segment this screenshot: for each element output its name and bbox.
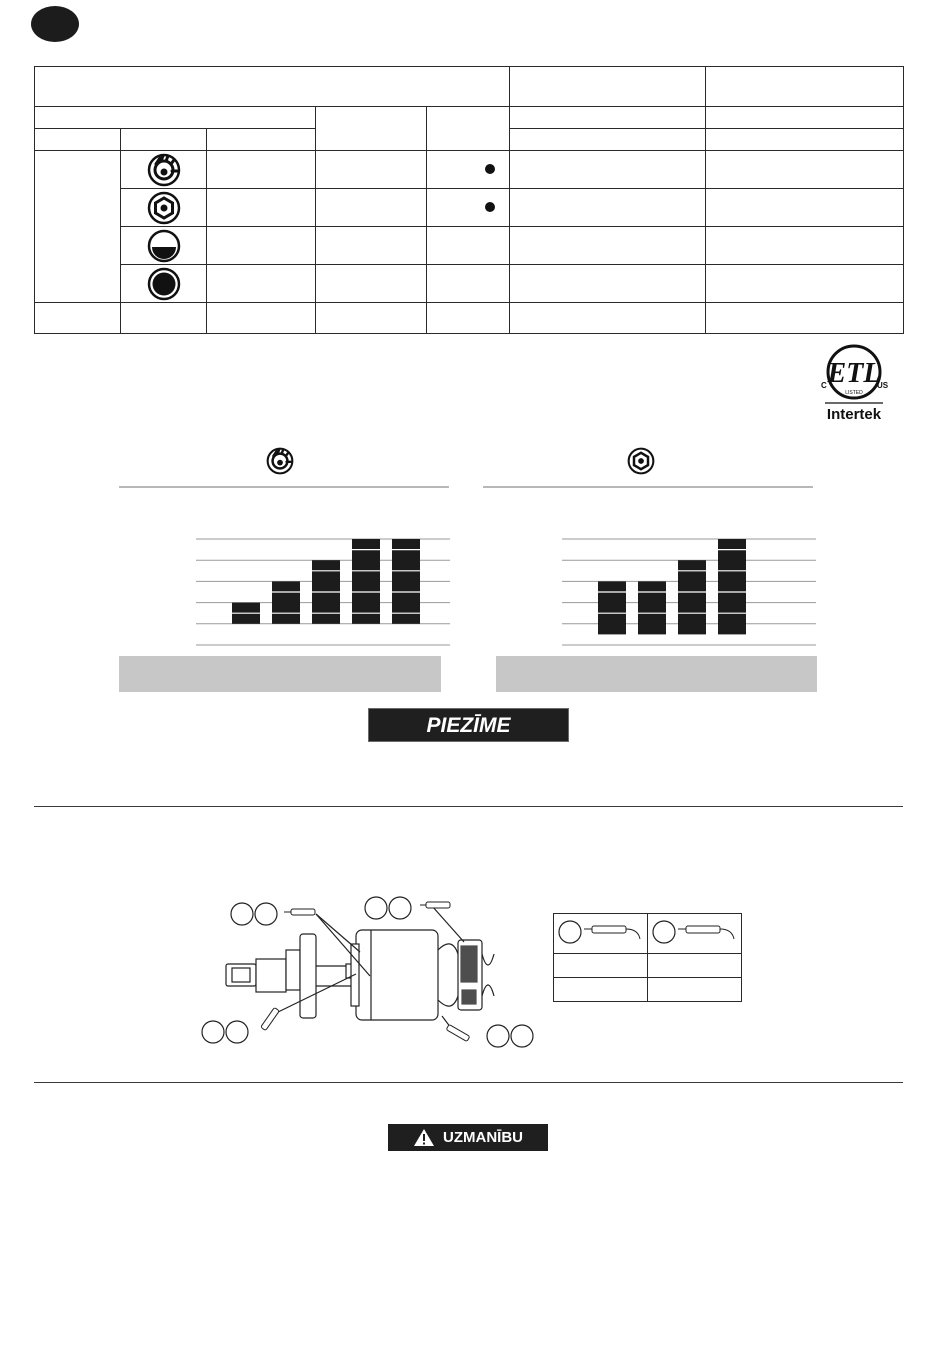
table-cell: [427, 303, 510, 334]
header-cell: [510, 67, 706, 107]
etl-certification-logo: [817, 342, 891, 424]
table-cell: [706, 265, 904, 303]
listed-text: LISTED: [845, 390, 863, 396]
language-badge: [31, 6, 79, 42]
table-cell: [510, 265, 706, 303]
header-cell: [207, 129, 316, 151]
caution-label: UZMANĪBU: [443, 1129, 523, 1146]
table-cell: [427, 189, 510, 227]
filled-circle-icon: [147, 267, 181, 301]
bullet-dot: [485, 164, 495, 174]
table-cell: [121, 265, 207, 303]
table-cell: [427, 151, 510, 189]
header-cell: [35, 107, 316, 129]
lubricant-header-cell: [648, 914, 742, 954]
table-cell: [207, 265, 316, 303]
table-cell: [316, 189, 427, 227]
grease-gun-icon: [554, 914, 646, 948]
bar-1: [598, 581, 626, 634]
lubricant-cell: [554, 978, 648, 1002]
country-c-text: C: [821, 381, 827, 390]
table-cell: [706, 151, 904, 189]
country-us-text: US: [877, 381, 889, 390]
table-cell: [207, 227, 316, 265]
section-divider: [34, 1082, 903, 1083]
header-cell: [510, 107, 706, 129]
table-cell: [510, 303, 706, 334]
lubricant-header-cell: [554, 914, 648, 954]
table-cell: [706, 189, 904, 227]
table-cell: [427, 265, 510, 303]
intertek-text: Intertek: [826, 406, 882, 423]
note-banner: PIEZĪME: [368, 708, 569, 742]
lubrication-diagram: [196, 866, 541, 1056]
torque-bar-chart-2: [562, 528, 816, 648]
hand-nut-icon: [147, 153, 181, 187]
lubricant-table: [553, 913, 742, 1002]
table-cell: [35, 303, 121, 334]
table-cell: [316, 227, 427, 265]
bar-4: [718, 539, 746, 634]
table-cell: [316, 265, 427, 303]
bar-4: [352, 539, 380, 624]
header-cell: [706, 107, 904, 129]
etl-mark-text: ETL: [827, 358, 881, 389]
table-cell: [35, 151, 121, 303]
table-cell: [316, 303, 427, 334]
table-cell: [510, 151, 706, 189]
header-cell: [35, 67, 510, 107]
chart-divider: [483, 486, 813, 488]
lubricant-cell: [648, 978, 742, 1002]
table-cell: [316, 151, 427, 189]
header-cell: [706, 129, 904, 151]
header-cell: [35, 129, 121, 151]
header-cell: [706, 67, 904, 107]
table-cell: [121, 303, 207, 334]
header-cell: [427, 107, 510, 151]
lubricant-cell: [554, 954, 648, 978]
bar-5: [392, 539, 420, 624]
chart-divider: [119, 486, 449, 488]
nut-socket-icon: [627, 447, 655, 475]
hand-nut-icon: [266, 447, 294, 475]
half-filled-circle-icon: [147, 229, 181, 263]
table-cell: [207, 151, 316, 189]
table-cell: [207, 189, 316, 227]
specification-table: [34, 66, 904, 334]
table-cell: [121, 227, 207, 265]
warning-triangle-icon: [413, 1128, 435, 1147]
header-cell: [510, 129, 706, 151]
table-cell: [121, 189, 207, 227]
section-divider: [34, 806, 903, 807]
bar-2: [272, 581, 300, 623]
torque-bar-chart-1: [196, 528, 450, 648]
chart-caption-band: [119, 656, 441, 692]
table-cell: [427, 227, 510, 265]
header-cell: [316, 107, 427, 151]
header-cell: [121, 129, 207, 151]
table-cell: [510, 189, 706, 227]
table-cell: [706, 227, 904, 265]
nut-socket-icon: [147, 191, 181, 225]
bullet-dot: [485, 202, 495, 212]
table-cell: [510, 227, 706, 265]
bar-2: [638, 581, 666, 634]
caution-banner: [388, 1124, 548, 1151]
lubricant-cell: [648, 954, 742, 978]
grease-gun-icon: [648, 914, 740, 948]
chart-caption-band: [496, 656, 817, 692]
table-cell: [121, 151, 207, 189]
table-cell: [706, 303, 904, 334]
table-cell: [207, 303, 316, 334]
